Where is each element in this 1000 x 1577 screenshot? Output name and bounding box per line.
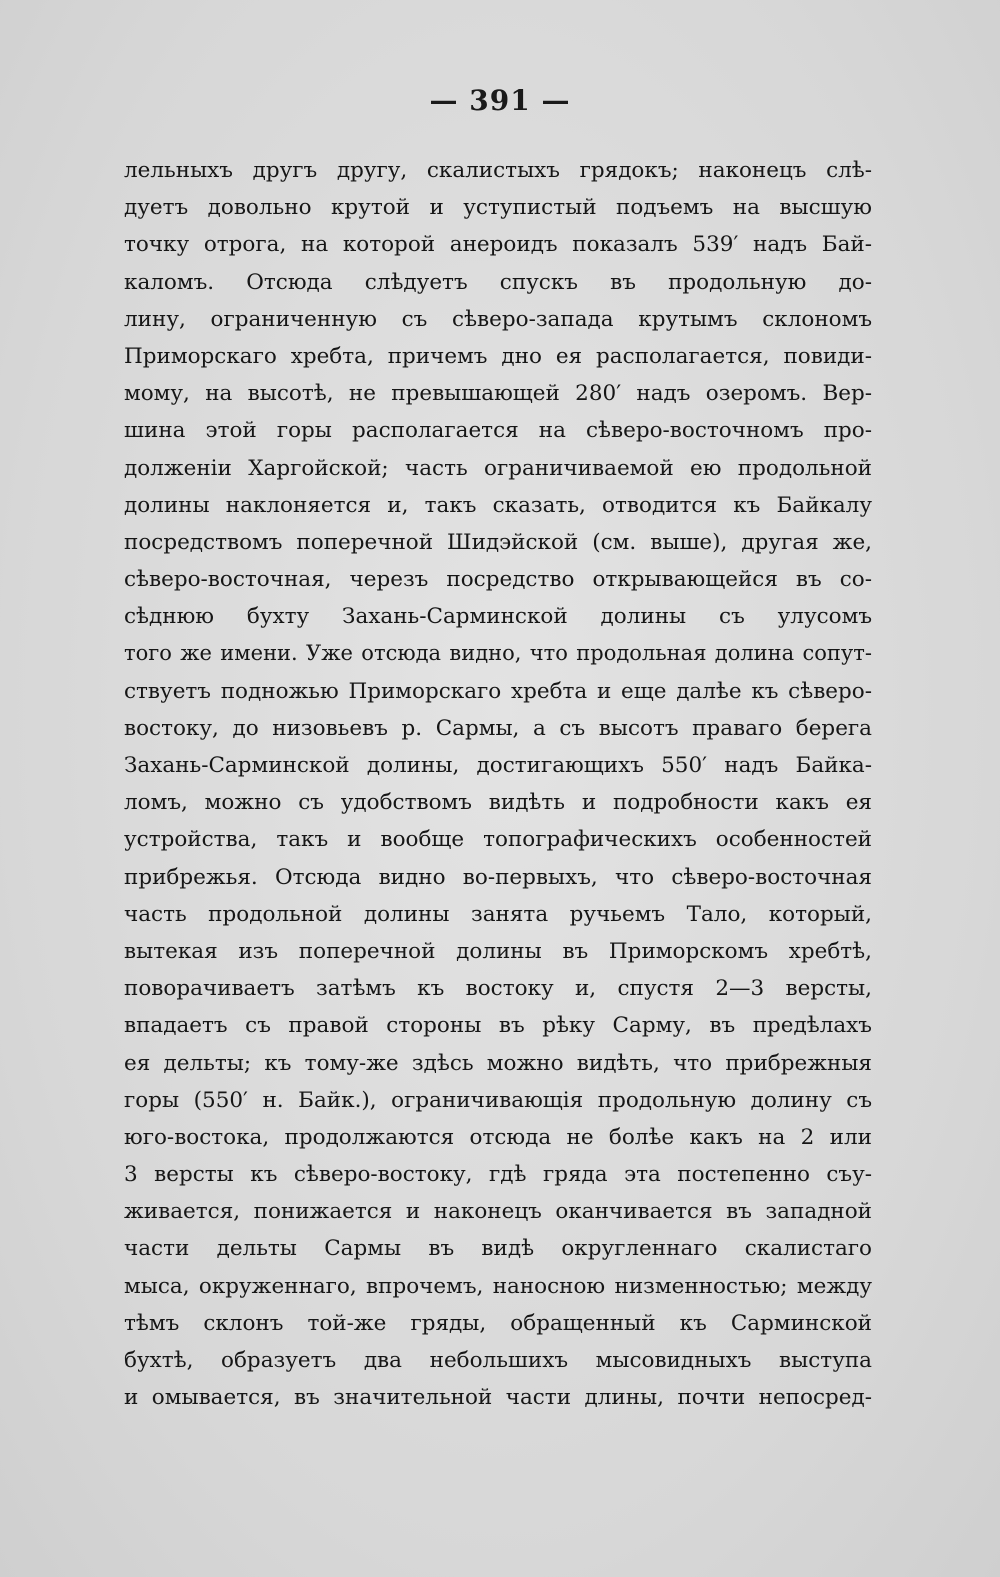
text-line: посредствомъ поперечной Шидэйской (см. выше), другая же, xyxy=(124,529,872,555)
text-line: лельныхъ другъ другу, скалистыхъ грядокъ; наконецъ слѣ- xyxy=(124,158,872,183)
text-line: Захань-Сарминской долины, достигающихъ 550′ надъ Байка- xyxy=(124,753,872,778)
text-line: сѣверо-восточная, черезъ посредство открывающейся въ со- xyxy=(124,567,872,593)
text-line: ствуетъ подножью Приморскаго хребта и еще далѣе къ сѣверо- xyxy=(124,678,872,704)
text-line: ломъ, можно съ удобствомъ видѣть и подробности какъ ея xyxy=(124,790,872,816)
text-line: ея дельты; къ тому-же здѣсь можно видѣть, что прибрежныя xyxy=(124,1050,872,1076)
text-line: мому, на высотѣ, не превышающей 280′ надъ озеромъ. Вер- xyxy=(124,381,872,407)
text-line: того же имени. Уже отсюда видно, что продольная долина сопут- xyxy=(124,641,872,666)
text-line: юго-востока, продолжаются отсюда не болѣе какъ на 2 или xyxy=(124,1124,872,1150)
text-line: сѣднюю бухту Захань-Сарминской долины съ улусомъ xyxy=(124,604,872,630)
text-line: тѣмъ склонъ той-же гряды, обращенный къ Сарминской xyxy=(124,1310,872,1336)
text-line: горы (550′ н. Байк.), ограничивающія продольную долину съ xyxy=(124,1087,872,1113)
text-line: вытекая изъ поперечной долины въ Приморскомъ хребтѣ, xyxy=(124,938,872,964)
text-line: впадаетъ съ правой стороны въ рѣку Сарму, въ предѣлахъ xyxy=(124,1013,872,1039)
text-line: живается, понижается и наконецъ оканчивается въ западной xyxy=(124,1199,872,1225)
text-line: 3 версты къ сѣверо-востоку, гдѣ гряда эта постепенно съу- xyxy=(124,1162,872,1188)
text-line: и омывается, въ значительной части длины, почти непосред- xyxy=(124,1385,872,1411)
text-line: прибрежья. Отсюда видно во-первыхъ, что сѣверо-восточная xyxy=(124,864,872,890)
text-line: лину, ограниченную съ сѣверо-запада крутымъ склономъ xyxy=(124,306,872,332)
text-line: точку отрога, на которой анероидъ показалъ 539′ надъ Бай- xyxy=(124,232,872,258)
text-line: мыса, окруженнаго, впрочемъ, наносною низменностью; между xyxy=(124,1273,872,1299)
text-line: устройства, такъ и вообще топографическихъ особенностей xyxy=(124,827,872,853)
text-line: Приморскаго хребта, причемъ дно ея располагается, повиди- xyxy=(124,343,872,369)
text-line: бухтѣ, образуетъ два небольшихъ мысовидныхъ выступа xyxy=(124,1348,872,1373)
text-line: поворачиваетъ затѣмъ къ востоку и, спустя 2—3 версты, xyxy=(124,976,872,1002)
body-text xyxy=(124,152,872,1416)
text-line: каломъ. Отсюда слѣдуетъ спускъ въ продольную до- xyxy=(124,269,872,295)
text-line: долженіи Харгойской; часть ограничиваемой ею продольной xyxy=(124,455,872,481)
page-number: — 391 — xyxy=(429,84,571,117)
text-line: востоку, до низовьевъ р. Сармы, а съ высотъ праваго берега xyxy=(124,715,872,741)
text-line: часть продольной долины занята ручьемъ Тало, который, xyxy=(124,901,872,927)
text-line: дуетъ довольно крутой и уступистый подъемъ на высшую xyxy=(124,195,872,221)
text-line: шина этой горы располагается на сѣверо-восточномъ про- xyxy=(124,418,872,444)
text-line: долины наклоняется и, такъ сказать, отводится къ Байкалу xyxy=(124,492,872,518)
text-line: части дельты Сармы въ видѣ округленнаго скалистаго xyxy=(124,1236,872,1262)
